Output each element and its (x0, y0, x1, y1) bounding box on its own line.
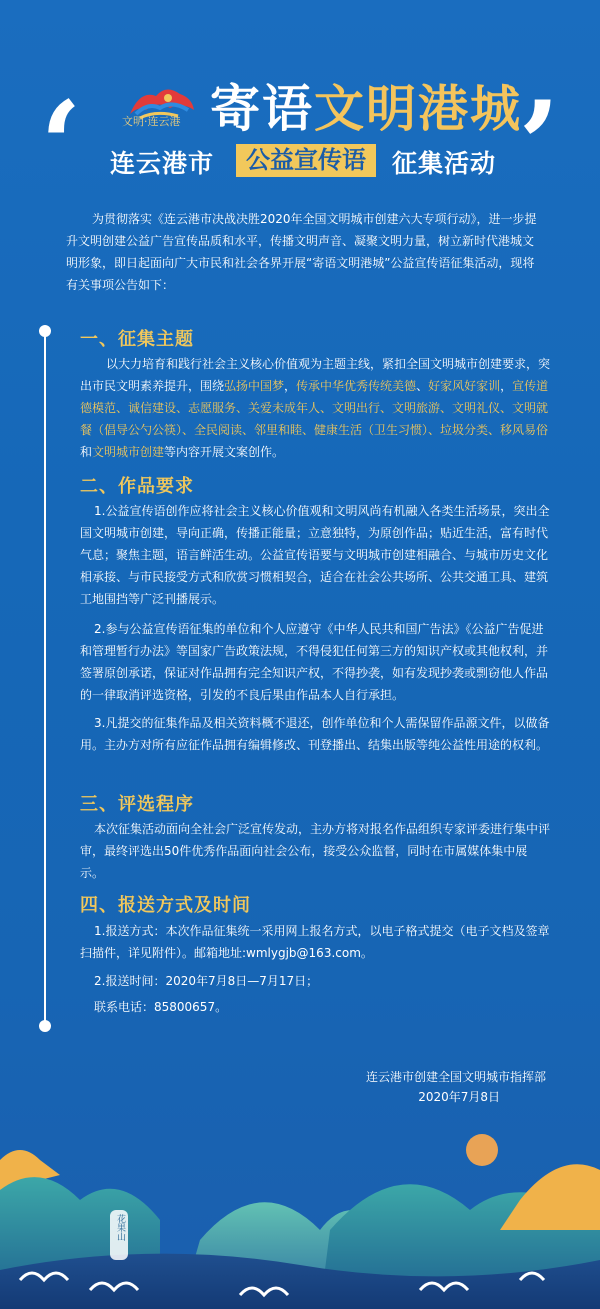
section1-highlight: 文明城市创建 (92, 445, 165, 459)
left-quote-mark: ‘ (40, 75, 82, 216)
section1-text (80, 353, 550, 463)
section1-text-c: 等内容开展文案创作。 (164, 445, 285, 459)
section1-highlight: 传承中华优秀传统美德 (296, 379, 417, 393)
timeline-line (44, 328, 46, 1028)
headline-gold: 文明港城 (314, 79, 522, 138)
section1-sep: ， (284, 379, 297, 393)
section2-title: 二、作品要求 (80, 476, 194, 497)
section1-text-a: 以大力培育和践行社会主义核心价值观为主题主线，紧扣全国文明城市创建要求，突出市民文明素养提升，围绕 (80, 357, 551, 393)
section4-item2: 2.报送时间：2020年7月8日—7月17日； (94, 974, 319, 988)
right-quote-mark: ’ (518, 75, 560, 216)
section4-title: 四、报送方式及时间 (80, 895, 251, 916)
section3-text: 本次征集活动面向全社会广泛宣传发动，主办方将对报名作品组织专家评委进行集中评审，最终评选出50件优秀作品面向社会公布，接受公众监督，同时在市属媒体集中展示。 (80, 822, 551, 880)
section2-item2: 2.参与公益宣传语征集的单位和个人应遵守《中华人民共和国广告法》《公益广告促进和管理暂行办法》等国家广告政策法规，不得侵犯任何第三方的知识产权或其他权利，并签署原创承诺，保证对作品拥有完全知识产权，不得抄袭，如有发现抄袭或剽窃他人作品的一律取消评选资格，引发的不良后果由作品本人自行承担。 (80, 622, 549, 702)
box-label: 公益宣传语 (236, 144, 376, 177)
section1-sep: 、 (416, 379, 429, 393)
logo-caption: 文明·连云港 (122, 115, 181, 128)
section2-item3: 3.凡提交的征集作品及相关资料概不退还，创作单位和个人需保留作品源文件，以做备用。主办方对所有应征作品拥有编辑修改、刊登播出、结集出版等纯公益性用途的权利。 (80, 716, 550, 752)
section4-item1: 1.报送方式：本次作品征集统一采用网上报名方式，以电子格式提交（电子文档及签章扫描件，详见附件）。邮箱地址:wmlygjb@163.com。 (80, 924, 550, 960)
timeline-dot (39, 325, 51, 337)
section1-title: 一、征集主题 (80, 329, 194, 350)
landscape-illustration (0, 1130, 600, 1309)
section1-highlight: 弘扬中国梦 (224, 379, 285, 393)
signature-org: 连云港市创建全国文明城市指挥部 (365, 1070, 546, 1084)
section1-highlight: 宣传道德模范、诚信建设、志愿服务、关爱未成年人、文明出行、文明旅游、文明礼仪、文明就餐（倡导公勺公筷）、全民阅读、邻里和睦、健康生活（卫生习惯）、垃圾分类、移风易俗 (80, 379, 549, 437)
intro-paragraph: 为贯彻落实《连云港市决战决胜2020年全国文明城市创建六大专项行动》，进一步提升文明创建公益广告宣传品质和水平，传播文明声音、凝聚文明力量，树立新时代港城文明形象，即日起面向广大市民和社会各界开展“寄语文明港城”公益宣传语征集活动，现将有关事项公告如下： (66, 212, 537, 292)
section4-phone: 联系电话：85800657。 (94, 1000, 228, 1014)
section2-item1: 1.公益宣传语创作应将社会主义核心价值观和文明风尚有机融入各类生活场景，突出全国文明城市创建，导向正确，传播正能量；立意独特，为原创作品；贴近生活，富有时代气息；聚焦主题，语言鲜活生动。公益宣传语要与文明城市创建相融合、与城市历史文化相承接、与市民接受方式和欣赏习惯相契合，适合在社会公共场所、公共交通工具、建筑工地围挡等广泛刊播展示。 (80, 504, 550, 606)
section1-highlight: 好家风好家训 (428, 379, 501, 393)
seal-text: 花果山 (115, 1214, 125, 1241)
timeline-dot (39, 1020, 51, 1032)
headline (210, 79, 522, 138)
headline-white: 寄语 (210, 79, 314, 138)
city-name: 连云港市 (110, 149, 215, 178)
signature-date: 2020年7月8日 (418, 1090, 500, 1104)
activity-label: 征集活动 (392, 149, 497, 178)
section3-title: 三、评选程序 (80, 794, 194, 815)
section1-text-b: 和 (80, 445, 93, 459)
section1-sep: ， (500, 379, 513, 393)
